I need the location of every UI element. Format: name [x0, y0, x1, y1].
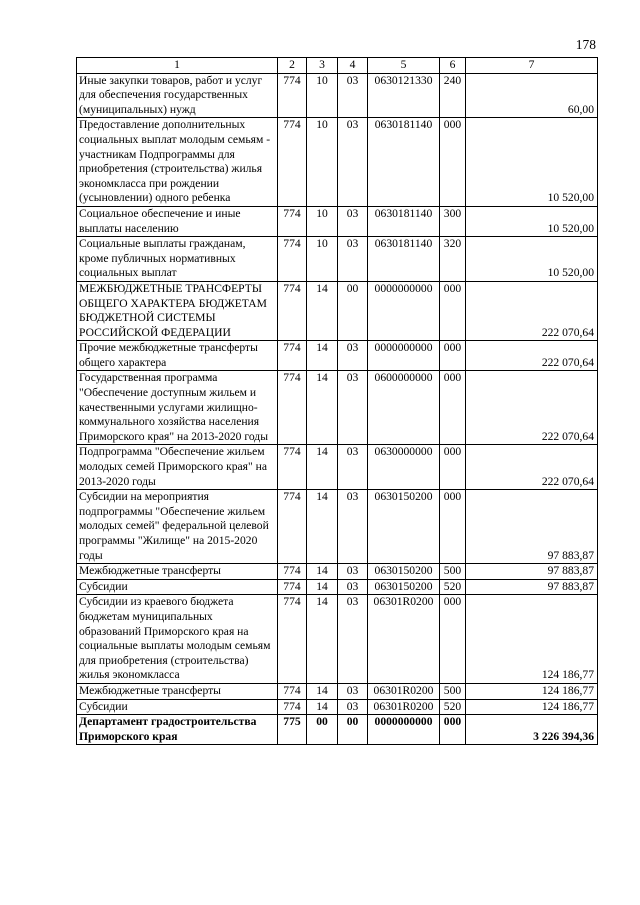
code-cell: 03	[338, 683, 368, 699]
code-cell: 10	[307, 237, 338, 282]
code-cell: 00	[307, 715, 338, 745]
table-row	[77, 206, 598, 236]
code-cell: 10	[307, 206, 338, 236]
code-cell: 10	[307, 73, 338, 118]
code-cell: 000	[440, 490, 466, 564]
code-cell: 03	[338, 490, 368, 564]
code-cell: 0630121330	[368, 73, 440, 118]
code-cell: 774	[278, 579, 307, 595]
amount-cell: 97 883,87	[466, 564, 598, 580]
amount-cell: 97 883,87	[466, 490, 598, 564]
item-name-cell: МЕЖБЮДЖЕТНЫЕ ТРАНСФЕРТЫ ОБЩЕГО ХАРАКТЕРА БЮДЖЕТАМ БЮДЖЕТНОЙ СИСТЕМЫ РОССИЙСКОЙ ФЕДЕРАЦИИ	[77, 281, 278, 340]
table-row	[77, 445, 598, 490]
table-row	[77, 73, 598, 118]
code-cell: 000	[440, 715, 466, 745]
table-row	[77, 118, 598, 207]
amount-cell: 222 070,64	[466, 341, 598, 371]
code-cell: 14	[307, 579, 338, 595]
item-name-cell: Межбюджетные трансферты	[77, 564, 278, 580]
code-cell: 0000000000	[368, 281, 440, 340]
table-row	[77, 683, 598, 699]
code-cell: 300	[440, 206, 466, 236]
code-cell: 0000000000	[368, 715, 440, 745]
table-row	[77, 371, 598, 445]
code-cell: 0630150200	[368, 564, 440, 580]
code-cell: 03	[338, 579, 368, 595]
code-cell: 03	[338, 73, 368, 118]
budget-table	[76, 57, 598, 745]
code-cell: 774	[278, 371, 307, 445]
table-row	[77, 281, 598, 340]
item-name-cell: Подпрограмма "Обеспечение жильем молодых семей Приморского края" на 2013-2020 годы	[77, 445, 278, 490]
item-name-cell: Иные закупки товаров, работ и услуг для обеспечения государственных (муниципальных) нужд	[77, 73, 278, 118]
code-cell: 000	[440, 445, 466, 490]
code-cell: 14	[307, 595, 338, 684]
item-name-cell: Предоставление дополнительных социальных выплат молодым семьям - участникам Подпрограммы для приобретения (строительства) жилья экономкласса при рождении (усыновлении) одного ребенка	[77, 118, 278, 207]
code-cell: 0630181140	[368, 237, 440, 282]
code-cell: 03	[338, 699, 368, 715]
code-cell: 000	[440, 341, 466, 371]
code-cell: 00	[338, 281, 368, 340]
item-name-cell: Субсидии	[77, 579, 278, 595]
code-cell: 520	[440, 699, 466, 715]
code-cell: 03	[338, 237, 368, 282]
code-cell: 06301R0200	[368, 683, 440, 699]
item-name-cell: Субсидии	[77, 699, 278, 715]
item-name-cell: Субсидии из краевого бюджета бюджетам муниципальных образований Приморского края на социальные выплаты молодым семьям для приобретения (строительства) жилья экономкласса	[77, 595, 278, 684]
code-cell: 03	[338, 206, 368, 236]
total-row	[77, 715, 598, 745]
code-cell: 000	[440, 371, 466, 445]
code-cell: 774	[278, 237, 307, 282]
column-header: 6	[440, 58, 466, 74]
column-header: 7	[466, 58, 598, 74]
code-cell: 14	[307, 490, 338, 564]
code-cell: 0630150200	[368, 490, 440, 564]
code-cell: 03	[338, 595, 368, 684]
amount-cell: 124 186,77	[466, 595, 598, 684]
code-cell: 03	[338, 445, 368, 490]
code-cell: 14	[307, 445, 338, 490]
column-header: 5	[368, 58, 440, 74]
item-name-cell: Государственная программа "Обеспечение доступным жильем и качественными услугами жилищно-коммунального хозяйства населения Приморского края" на 2013-2020 годы	[77, 371, 278, 445]
table-row	[77, 341, 598, 371]
column-header: 1	[77, 58, 278, 74]
code-cell: 0630150200	[368, 579, 440, 595]
code-cell: 06301R0200	[368, 699, 440, 715]
code-cell: 14	[307, 699, 338, 715]
amount-cell: 222 070,64	[466, 371, 598, 445]
code-cell: 14	[307, 683, 338, 699]
item-name-cell: Прочие межбюджетные трансферты общего характера	[77, 341, 278, 371]
code-cell: 774	[278, 564, 307, 580]
code-cell: 774	[278, 699, 307, 715]
code-cell: 000	[440, 281, 466, 340]
code-cell: 774	[278, 341, 307, 371]
amount-cell: 124 186,77	[466, 699, 598, 715]
item-name-cell: Межбюджетные трансферты	[77, 683, 278, 699]
page-number: 178	[575, 37, 596, 52]
column-header: 3	[307, 58, 338, 74]
code-cell: 03	[338, 371, 368, 445]
amount-cell: 97 883,87	[466, 579, 598, 595]
code-cell: 774	[278, 595, 307, 684]
code-cell: 000	[440, 118, 466, 207]
code-cell: 520	[440, 579, 466, 595]
code-cell: 774	[278, 490, 307, 564]
code-cell: 14	[307, 281, 338, 340]
code-cell: 240	[440, 73, 466, 118]
code-cell: 03	[338, 341, 368, 371]
code-cell: 0630181140	[368, 118, 440, 207]
code-cell: 03	[338, 564, 368, 580]
code-cell: 775	[278, 715, 307, 745]
code-cell: 774	[278, 683, 307, 699]
table-row	[77, 699, 598, 715]
code-cell: 000	[440, 595, 466, 684]
code-cell: 774	[278, 206, 307, 236]
code-cell: 14	[307, 371, 338, 445]
amount-cell: 3 226 394,36	[466, 715, 598, 745]
code-cell: 500	[440, 564, 466, 580]
amount-cell: 10 520,00	[466, 118, 598, 207]
item-name-cell: Социальные выплаты гражданам, кроме публичных нормативных социальных выплат	[77, 237, 278, 282]
code-cell: 00	[338, 715, 368, 745]
code-cell: 774	[278, 73, 307, 118]
item-name-cell: Департамент градостроительства Приморского края	[77, 715, 278, 745]
amount-cell: 10 520,00	[466, 206, 598, 236]
table-row	[77, 595, 598, 684]
item-name-cell: Субсидии на мероприятия подпрограммы "Обеспечение жильем молодых семей" федеральной целевой программы "Жилище" на 2015-2020 годы	[77, 490, 278, 564]
amount-cell: 10 520,00	[466, 237, 598, 282]
column-header: 2	[278, 58, 307, 74]
code-cell: 10	[307, 118, 338, 207]
code-cell: 0630181140	[368, 206, 440, 236]
table-row	[77, 579, 598, 595]
code-cell: 500	[440, 683, 466, 699]
code-cell: 0000000000	[368, 341, 440, 371]
table-row	[77, 564, 598, 580]
code-cell: 14	[307, 341, 338, 371]
code-cell: 0630000000	[368, 445, 440, 490]
table-row	[77, 237, 598, 282]
code-cell: 0600000000	[368, 371, 440, 445]
code-cell: 774	[278, 118, 307, 207]
code-cell: 14	[307, 564, 338, 580]
code-cell: 774	[278, 281, 307, 340]
code-cell: 320	[440, 237, 466, 282]
code-cell: 06301R0200	[368, 595, 440, 684]
amount-cell: 60,00	[466, 73, 598, 118]
amount-cell: 222 070,64	[466, 445, 598, 490]
code-cell: 03	[338, 118, 368, 207]
code-cell: 774	[278, 445, 307, 490]
amount-cell: 124 186,77	[466, 683, 598, 699]
amount-cell: 222 070,64	[466, 281, 598, 340]
table-row	[77, 490, 598, 564]
table-header-row	[77, 58, 598, 74]
column-header: 4	[338, 58, 368, 74]
item-name-cell: Социальное обеспечение и иные выплаты населению	[77, 206, 278, 236]
